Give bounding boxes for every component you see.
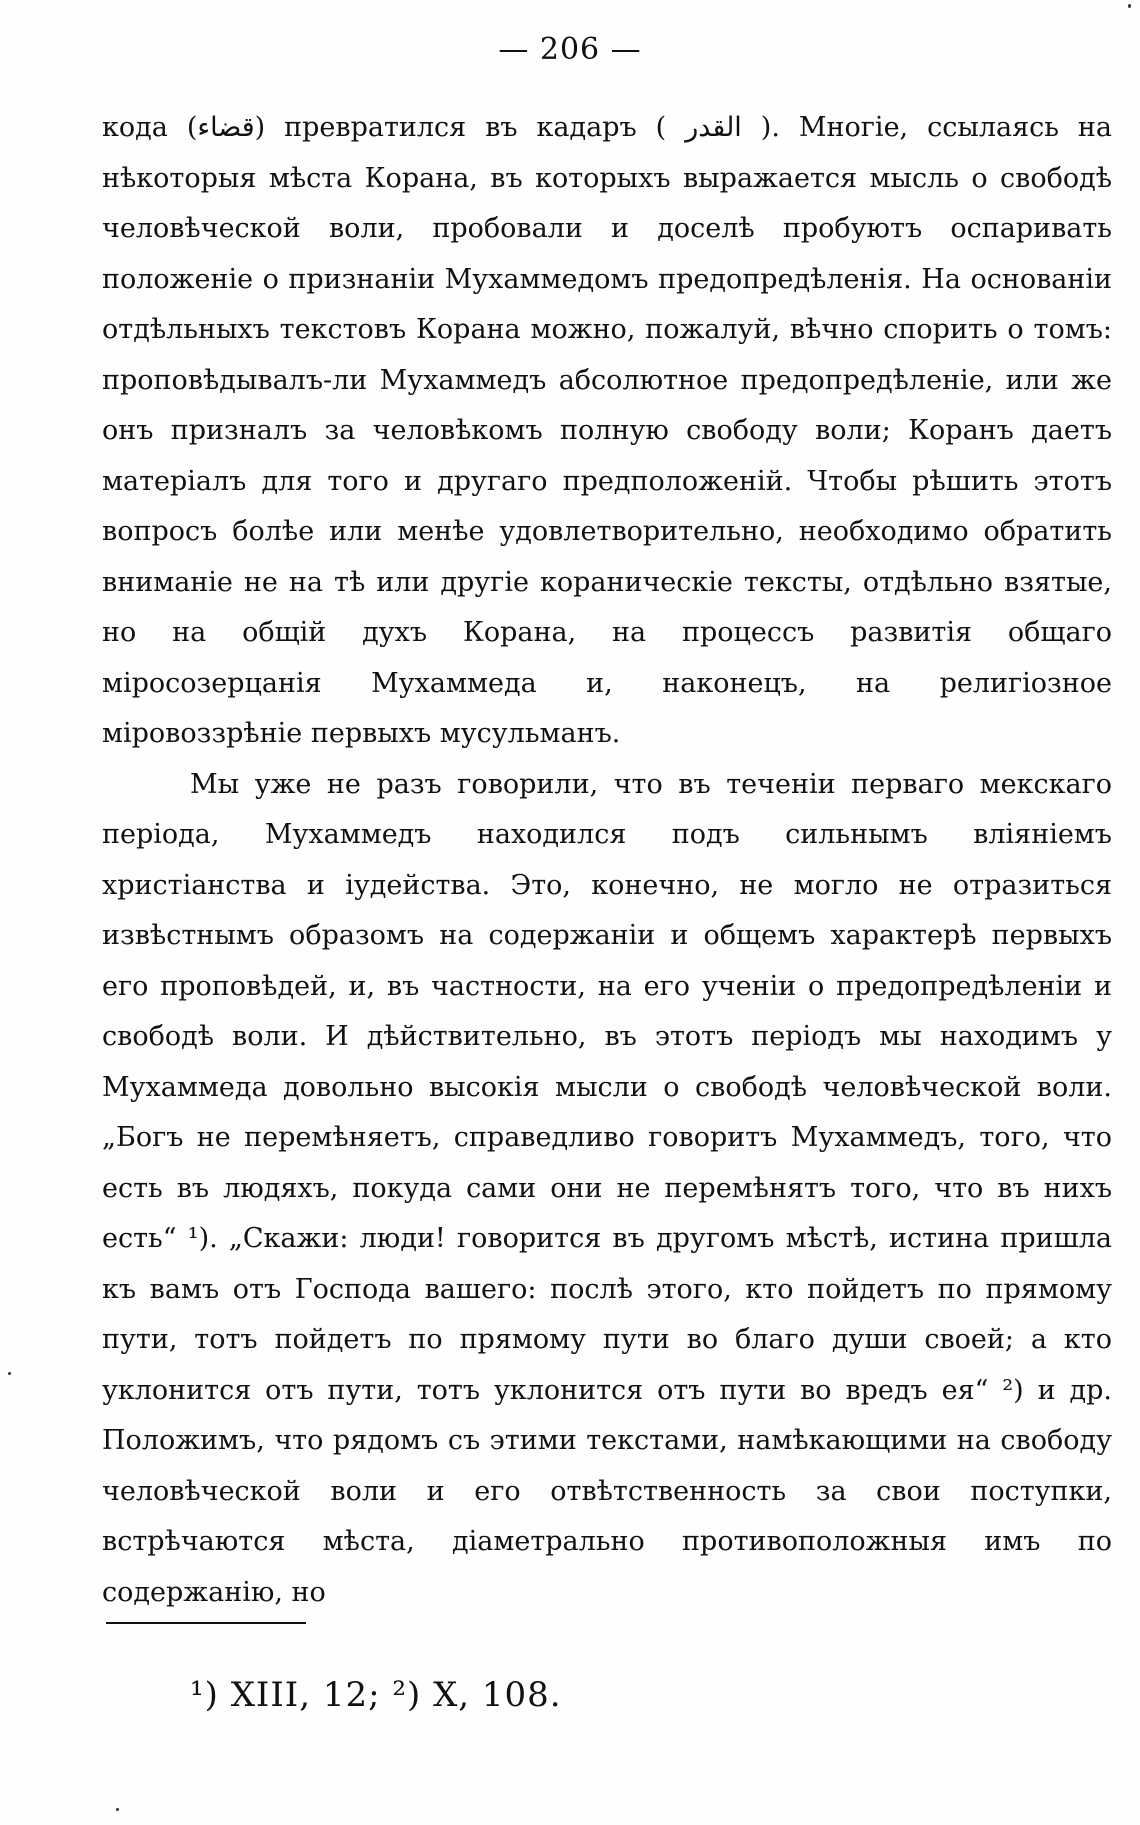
footnote-ref-1: XIII, 12; (230, 1675, 381, 1715)
scan-speck (1128, 4, 1131, 8)
body-text (102, 103, 1112, 1618)
footnote-divider (106, 1622, 306, 1624)
footnote-mark-1: ¹) (190, 1675, 219, 1715)
paragraph-2: Мы уже не разъ говорили, что въ теченіи перваго мекскаго періода, Мухаммедъ находился подъ сильнымъ вліяніемъ христіанства и іудейства. Это, конечно, не могло не отразиться извѣстнымъ образомъ на содержаніи и общемъ характерѣ первыхъ его проповѣдей, и, въ частности, на его ученіи о предопредѣленіи и свободѣ воли. И дѣйствительно, въ этотъ періодъ мы находимъ у Мухаммеда довольно высокія мысли о свободѣ человѣческой воли. „Богъ не перемѣняетъ, справедливо говоритъ Мухаммедъ, того, что есть въ людяхъ, покуда сами они не перемѣнятъ того, что въ нихъ есть“ ¹). „Скажи: люди! говорится въ другомъ мѣстѣ, истина пришла къ вамъ отъ Господа вашего: послѣ этого, кто пойдетъ по прямому пути, тотъ пойдетъ по прямому пути во благо души своей; а кто уклонится отъ пути, тотъ уклонится отъ пути во вредъ ея“ ²) и др. Положимъ, что рядомъ съ этими текстами, намѣкающими на свободу человѣческой воли и его отвѣтственность за свои поступки, встрѣчаются мѣста, діаметрально противоположныя имъ по содержанію, но (102, 768, 1112, 1608)
footnote-ref-2: X, 108. (433, 1675, 562, 1715)
footnotes (190, 1675, 562, 1715)
page-number: — 206 — (498, 32, 642, 67)
footnote-mark-2: ²) (392, 1675, 422, 1715)
paragraph-1: кода (قضاء) превратился въ кадаръ ( القدر ). Многіе, ссылаясь на нѣкоторыя мѣста Корана, въ которыхъ выражается мысль о свободѣ человѣческой воли, пробовали и доселѣ пробуютъ оспаривать положеніе о признаніи Мухаммедомъ предопредѣленія. На основаніи отдѣльныхъ текстовъ Корана можно, пожалуй, вѣчно спорить о томъ: проповѣдывалъ-ли Мухаммедъ абсолютное предопредѣленіе, или же онъ призналъ за человѣкомъ полную свободу воли; Коранъ даетъ матеріалъ для того и другаго предположеній. Чтобы рѣшить этотъ вопросъ болѣе или менѣе удовлетворительно, необходимо обратить вниманіе не на тѣ или другіе кораническіе тексты, отдѣльно взятые, но на общій духъ Корана, на процессъ развитія общаго міросозерцанія Мухаммеда и, наконецъ, на религіозное міровоззрѣніе первыхъ мусульманъ. (102, 112, 1113, 749)
scan-speck (8, 1372, 11, 1375)
scan-speck (116, 1808, 119, 1811)
